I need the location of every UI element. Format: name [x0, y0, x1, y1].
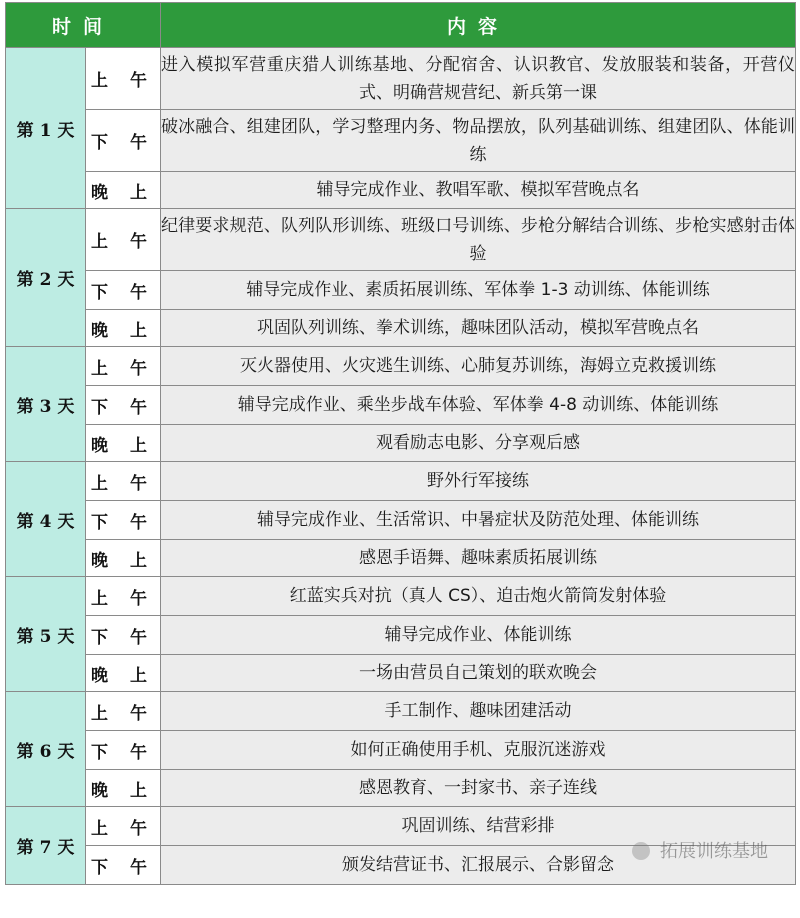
table-row: [6, 425, 796, 462]
activity-content: 辅导完成作业、生活常识、中暑症状及防范处理、体能训练: [161, 501, 796, 540]
period-label: 晚 上: [86, 770, 161, 807]
header-content: 内容: [161, 3, 796, 48]
activity-content: 巩固训练、结营彩排: [161, 807, 796, 846]
activity-content: 观看励志电影、分享观后感: [161, 425, 796, 462]
activity-content: 灭火器使用、火灾逃生训练、心肺复苏训练，海姆立克救援训练: [161, 347, 796, 386]
period-label: 下 午: [86, 731, 161, 770]
watermark-text: 拓展训练基地: [660, 841, 769, 862]
day-label: 第 5 天: [6, 577, 86, 692]
schedule-table: [5, 2, 796, 885]
period-label: 上 午: [86, 209, 161, 271]
table-row: [6, 731, 796, 770]
period-label: 下 午: [86, 386, 161, 425]
activity-content: 野外行军接练: [161, 462, 796, 501]
activity-content: 手工制作、趣味团建活动: [161, 692, 796, 731]
table-row: [6, 655, 796, 692]
table-row: [6, 271, 796, 310]
day-label: 第 2 天: [6, 209, 86, 347]
table-row: [6, 501, 796, 540]
period-label: 上 午: [86, 462, 161, 501]
period-label: 上 午: [86, 692, 161, 731]
header-time: 时间: [6, 3, 161, 48]
day-label: 第 1 天: [6, 48, 86, 209]
day-label: 第 7 天: [6, 807, 86, 885]
day-label: 第 3 天: [6, 347, 86, 462]
period-label: 晚 上: [86, 425, 161, 462]
activity-content: 辅导完成作业、乘坐步战车体验、军体拳 4-8 动训练、体能训练: [161, 386, 796, 425]
period-label: 晚 上: [86, 310, 161, 347]
table-row: [6, 846, 796, 885]
table-row: [6, 616, 796, 655]
table-row: [6, 577, 796, 616]
period-label: 晚 上: [86, 655, 161, 692]
period-label: 晚 上: [86, 540, 161, 577]
schedule-body: [6, 48, 796, 885]
activity-content: 感恩教育、一封家书、亲子连线: [161, 770, 796, 807]
activity-content: 辅导完成作业、素质拓展训练、军体拳 1-3 动训练、体能训练: [161, 271, 796, 310]
table-row: [6, 48, 796, 110]
activity-content: 巩固队列训练、拳术训练，趣味团队活动，模拟军营晚点名: [161, 310, 796, 347]
period-label: 下 午: [86, 846, 161, 885]
schedule-page: [5, 2, 796, 885]
table-row: [6, 692, 796, 731]
period-label: 上 午: [86, 807, 161, 846]
table-header-row: [6, 3, 796, 48]
activity-content: 进入模拟军营重庆猎人训练基地、分配宿舍、认识教官、发放服装和装备，开营仪式、明确营规营纪、新兵第一课: [161, 48, 796, 110]
period-label: 下 午: [86, 501, 161, 540]
activity-content: 颁发结营证书、汇报展示、合影留念: [161, 846, 796, 885]
table-row: [6, 172, 796, 209]
table-row: [6, 807, 796, 846]
period-label: 下 午: [86, 271, 161, 310]
day-label: 第 4 天: [6, 462, 86, 577]
table-row: [6, 386, 796, 425]
table-row: [6, 540, 796, 577]
table-row: [6, 770, 796, 807]
activity-content: 感恩手语舞、趣味素质拓展训练: [161, 540, 796, 577]
activity-content: 红蓝实兵对抗（真人 CS）、迫击炮火箭筒发射体验: [161, 577, 796, 616]
table-row: [6, 347, 796, 386]
table-row: [6, 310, 796, 347]
activity-content: 辅导完成作业、体能训练: [161, 616, 796, 655]
period-label: 上 午: [86, 48, 161, 110]
period-label: 晚 上: [86, 172, 161, 209]
activity-content: 辅导完成作业、教唱军歌、模拟军营晚点名: [161, 172, 796, 209]
table-row: [6, 462, 796, 501]
activity-content: 破冰融合、组建团队，学习整理内务、物品摆放，队列基础训练、组建团队、体能训练: [161, 110, 796, 172]
period-label: 上 午: [86, 577, 161, 616]
day-label: 第 6 天: [6, 692, 86, 807]
period-label: 上 午: [86, 347, 161, 386]
activity-content: 纪律要求规范、队列队形训练、班级口号训练、步枪分解结合训练、步枪实感射击体验: [161, 209, 796, 271]
period-label: 下 午: [86, 616, 161, 655]
activity-content: 如何正确使用手机、克服沉迷游戏: [161, 731, 796, 770]
table-row: [6, 110, 796, 172]
period-label: 下 午: [86, 110, 161, 172]
table-row: [6, 209, 796, 271]
activity-content: 一场由营员自己策划的联欢晚会: [161, 655, 796, 692]
